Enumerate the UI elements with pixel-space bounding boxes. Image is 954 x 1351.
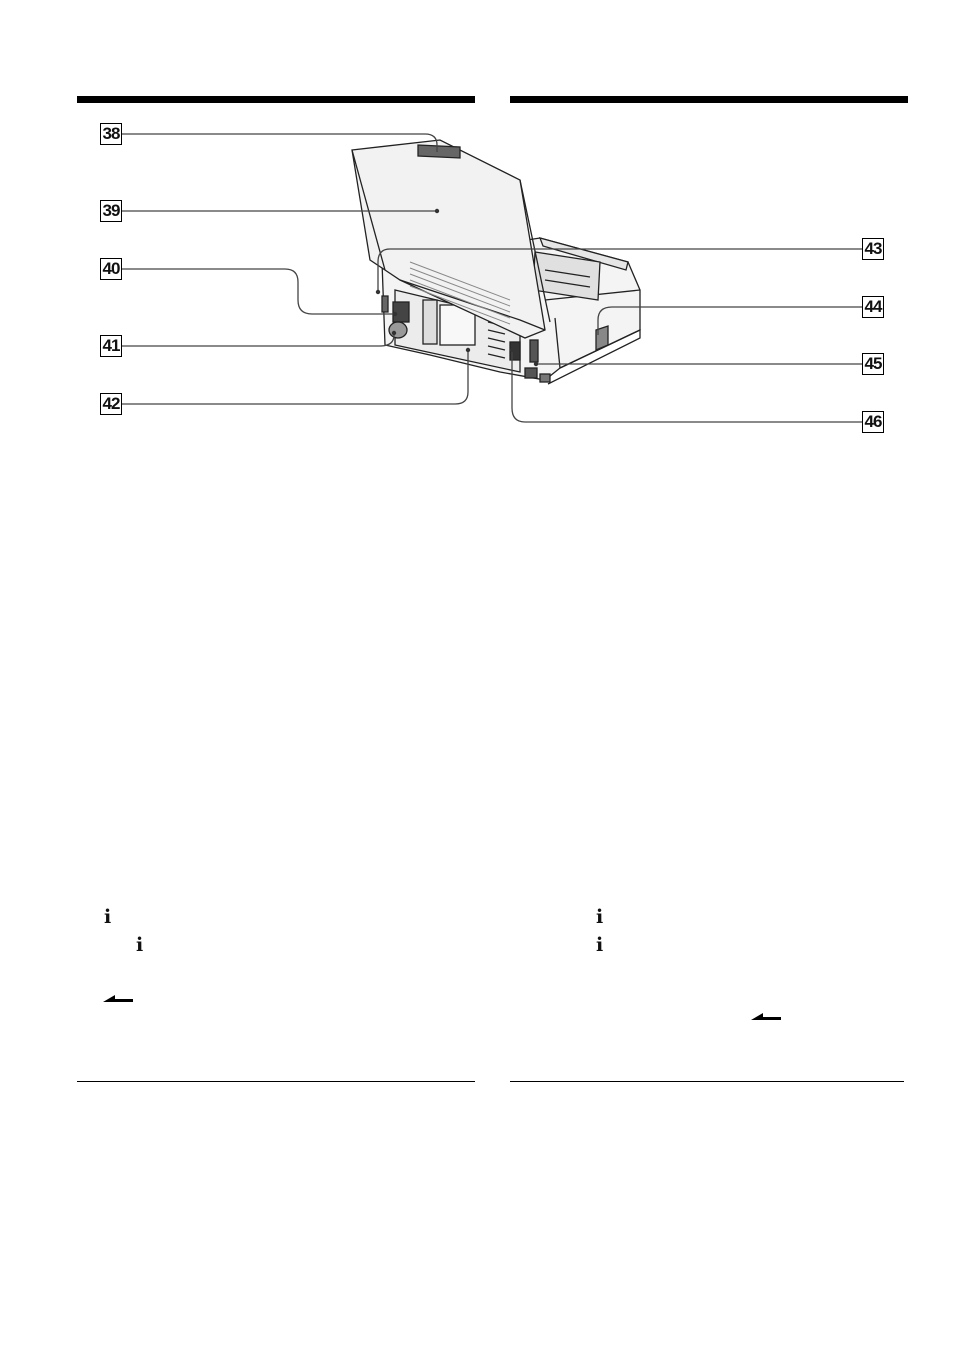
callout-45: 45 <box>862 353 884 375</box>
footer-rule-left <box>77 1081 475 1082</box>
camcorder-rear-view-illustration <box>0 0 954 460</box>
info-i-icon: i <box>104 906 112 928</box>
push-arrow-icon <box>751 1012 781 1022</box>
callout-44: 44 <box>862 296 884 318</box>
info-i-icon: i <box>596 934 604 956</box>
callout-40: 40 <box>100 258 122 280</box>
info-i-icon: i <box>596 906 604 928</box>
callout-39: 39 <box>100 200 122 222</box>
footer-rule-right <box>510 1081 904 1082</box>
info-i-icon: i <box>136 934 144 956</box>
push-arrow-icon <box>103 994 133 1004</box>
callout-42: 42 <box>100 393 122 415</box>
callout-41: 41 <box>100 335 122 357</box>
callout-46: 46 <box>862 411 884 433</box>
callout-43: 43 <box>862 238 884 260</box>
callout-38: 38 <box>100 123 122 145</box>
